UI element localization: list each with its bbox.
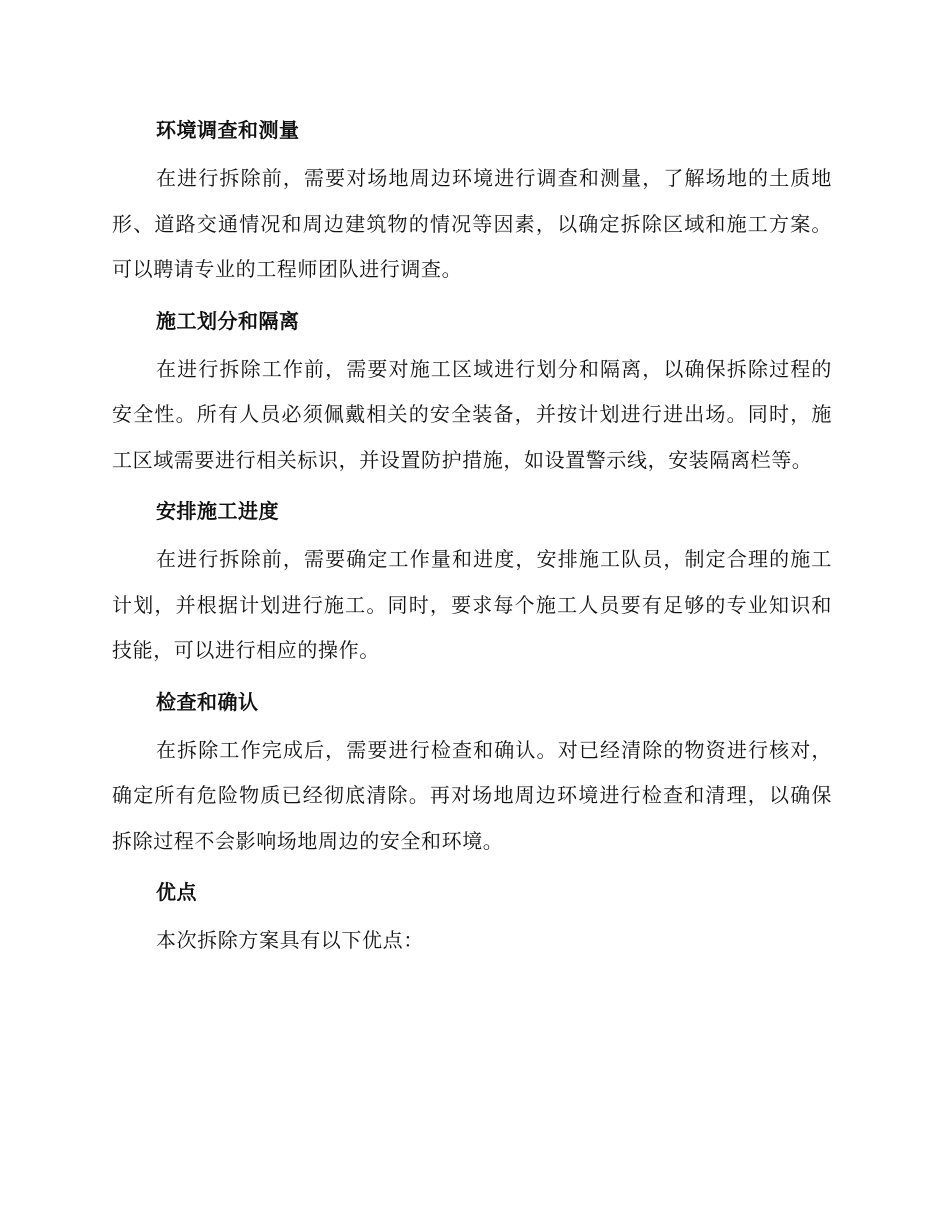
section-heading: 检查和确认 (156, 689, 259, 714)
section-paragraph: 本次拆除方案具有以下优点： (156, 928, 424, 952)
section-heading: 优点 (156, 880, 197, 904)
section-heading: 施工划分和隔离 (156, 308, 300, 333)
section-heading: 安排施工进度 (156, 499, 279, 523)
section-advantages (112, 872, 832, 964)
section-paragraph: 在进行拆除前，需要确定工作量和进度，安排施工队员，制定合理的施工计划，并根据计划进行施工。同时，要求每个施工人员要有足够的专业知识和技能，可以进行相应的操作。 (112, 547, 832, 662)
section-partition (112, 301, 832, 484)
document-page (112, 110, 832, 972)
section-inspection (112, 682, 832, 865)
section-heading: 环境调查和测量 (156, 118, 300, 142)
section-paragraph: 在拆除工作完成后，需要进行检查和确认。对已经清除的物资进行核对，确定所有危险物质已经彻底清除。再对场地周边环境进行检查和清理，以确保拆除过程不会影响场地周边的安全和环境。 (112, 737, 832, 853)
section-paragraph: 在进行拆除前，需要对场地周边环境进行调查和测量，了解场地的土质地形、道路交通情况和周边建筑物的情况等因素，以确定拆除区域和施工方案。可以聘请专业的工程师团队进行调查。 (112, 166, 832, 281)
section-survey (112, 110, 832, 293)
section-schedule (112, 491, 832, 674)
section-paragraph: 在进行拆除工作前，需要对施工区域进行划分和隔离，以确保拆除过程的安全性。所有人员必须佩戴相关的安全装备，并按计划进行进出场。同时，施工区域需要进行相关标识，并设置防护措施，如设置警示线，安装隔离栏等。 (112, 356, 832, 472)
